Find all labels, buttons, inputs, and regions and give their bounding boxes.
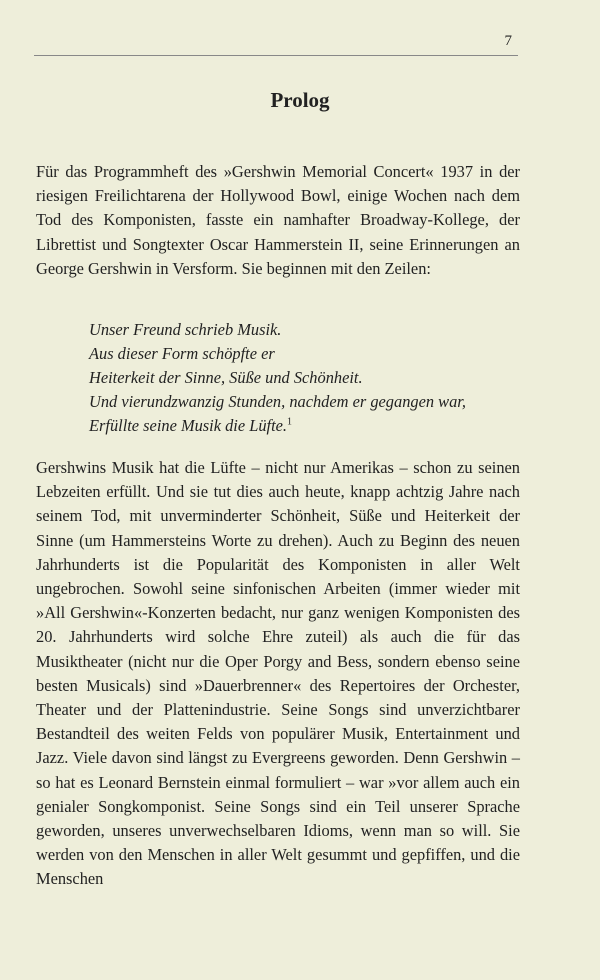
poem-line-last (89, 414, 466, 438)
intro-paragraph: Für das Programmheft des »Gershwin Memorial Concert« 1937 in der riesigen Freilichtarena der Hollywood Bowl, einige Wochen nach dem Tod des Komponisten, fasste ein namhafter Broadway-Kollege, der Librettist und Songtexter Oscar Hammerstein II, seine Erinnerungen an George Gershwin in Versform. Sie beginnen mit den Zeilen: (36, 162, 520, 278)
header-rule (34, 55, 518, 56)
poem-line: Erfüllte seine Musik die Lüfte. (89, 416, 288, 435)
poem-line: Aus dieser Form schöpfte er (89, 344, 275, 363)
footnote-marker[interactable]: 1 (287, 416, 293, 428)
chapter-title: Prolog (270, 88, 330, 112)
body-paragraph: Gershwins Musik hat die Lüfte – nicht nur Amerikas – schon zu seinen Lebzeiten erfüllt. Und sie tut dies auch heute, knapp achtzig Jahre nach seinem Tod, mit unverminderter Schönheit, Süße und Heiterkeit der Sinne (um Hammersteins Worte zu drehen). Auch zu Beginn des neuen Jahrhunderts ist die Popularität des Komponisten in aller Welt ungebrochen. Sowohl seine sinfonischen Arbeiten (immer wieder mit »All Gershwin«-Konzerten bedacht, nur ganz wenigen Komponisten des 20. Jahrhunderts wird solche Ehre zuteil) als auch die für das Musiktheater (nicht nur die Oper Porgy and Bess, sondern ebenso seine besten Musicals) sind »Dauerbrenner« des Repertoires der Orchester, Theater und der Plattenindustrie. Seine Songs sind unverzichtbarer Bestandteil des weiten Felds von populärer Musik, Entertainment und Jazz. Viele davon sind längst zu Evergreens geworden. Denn Gershwin – so hat es Leonard Bernstein einmal formuliert – war »vor allem auch ein genialer Songkomponist. Seine Songs sind ein Teil unserer Sprache geworden, unseres unverwechselbaren Idioms, wenn man so will. Sie werden von den Menschen in aller Welt gesummt und gepfiffen, und die Menschen (36, 458, 520, 889)
poem-line: Unser Freund schrieb Musik. (89, 320, 282, 339)
poem-line: Und vierundzwanzig Stunden, nachdem er gegangen war, (89, 392, 466, 411)
poem-line: Heiterkeit der Sinne, Süße und Schönheit. (89, 368, 363, 387)
poem-quote (89, 318, 466, 438)
page-number: 7 (504, 33, 512, 49)
